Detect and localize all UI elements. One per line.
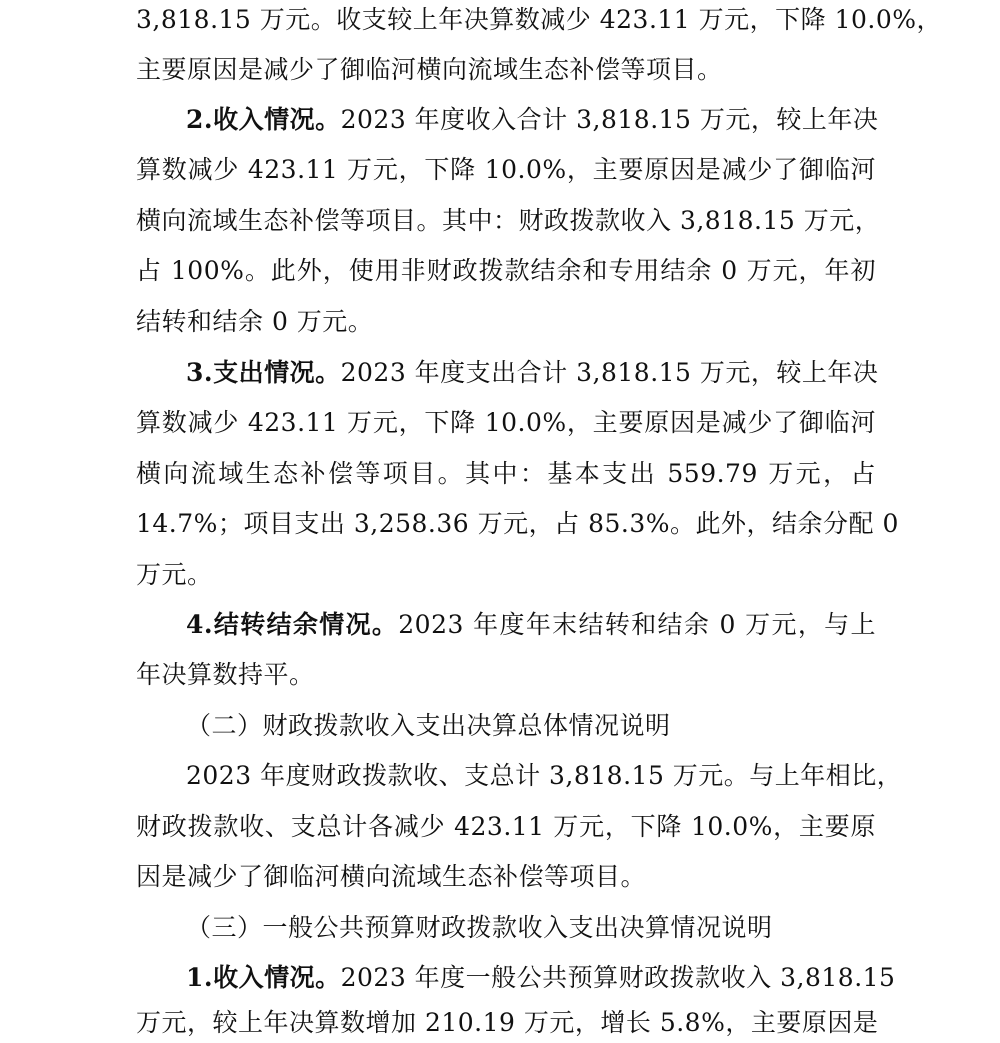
paragraph-text: 2023 年度收入合计 3,818.15 万元，较上年决 — [340, 105, 879, 134]
text-line: 横向流域生态补偿等项目。其中：基本支出 559.79 万元，占 — [136, 459, 876, 488]
text-line: 万元。 — [136, 560, 213, 589]
text-line: 14.7%；项目支出 3,258.36 万元，占 85.3%。此外，结余分配 0 — [136, 509, 899, 538]
paragraph-text: 2023 年度支出合计 3,818.15 万元，较上年决 — [340, 358, 879, 387]
text-line: 占 100%。此外，使用非财政拨款结余和专用结余 0 万元，年初 — [136, 256, 876, 285]
paragraph-text: 2023 年度一般公共预算财政拨款收入 3,818.15 — [340, 963, 896, 992]
paragraph-text: 2023 年度年末结转和结余 0 万元，与上 — [398, 610, 876, 639]
paragraph-first-line — [186, 353, 879, 393]
text-line: 主要原因是减少了御临河横向流域生态补偿等项目。 — [136, 55, 723, 84]
text-line: 结转和结余 0 万元。 — [136, 307, 374, 336]
text-line: 万元，较上年决算数增加 210.19 万元，增长 5.8%，主要原因是 — [136, 1008, 879, 1037]
paragraph-heading: 4.结转结余情况。 — [186, 610, 399, 639]
text-line: 横向流域生态补偿等项目。其中：财政拨款收入 3,818.15 万元， — [136, 206, 881, 235]
text-line: 财政拨款收、支总计各减少 423.11 万元，下降 10.0%，主要原 — [136, 812, 876, 841]
text-line: 3,818.15 万元。收支较上年决算数减少 423.11 万元，下降 10.0%， — [136, 5, 943, 34]
text-line: 算数减少 423.11 万元，下降 10.0%，主要原因是减少了御临河 — [136, 155, 876, 184]
text-line: 因是减少了御临河横向流域生态补偿等项目。 — [136, 862, 647, 891]
paragraph-heading: 2.收入情况。 — [186, 105, 341, 134]
section-heading: （二）财政拨款收入支出决算总体情况说明 — [186, 711, 671, 740]
paragraph-first-line — [186, 100, 879, 140]
paragraph-first-line — [186, 958, 896, 998]
paragraph-first-line — [186, 605, 876, 645]
paragraph-first-line: 2023 年度财政拨款收、支总计 3,818.15 万元。与上年相比， — [186, 761, 903, 790]
paragraph-heading: 3.支出情况。 — [186, 358, 341, 387]
section-heading: （三）一般公共预算财政拨款收入支出决算情况说明 — [186, 913, 773, 942]
text-line: 年决算数持平。 — [136, 660, 315, 689]
text-line: 算数减少 423.11 万元，下降 10.0%，主要原因是减少了御临河 — [136, 408, 876, 437]
paragraph-heading: 1.收入情况。 — [186, 963, 341, 992]
